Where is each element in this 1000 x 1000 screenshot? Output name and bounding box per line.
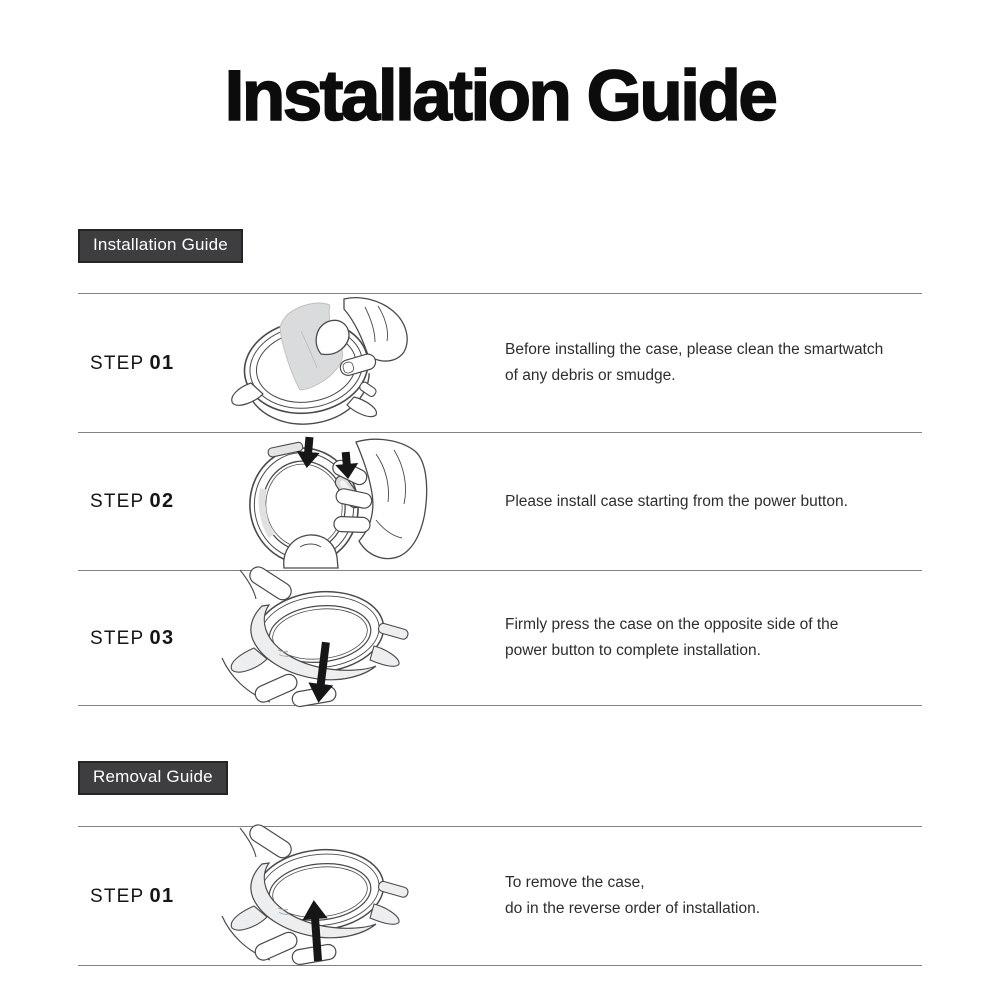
step-number: 01 xyxy=(149,351,175,374)
step-word: STEP xyxy=(90,885,145,907)
section-badge-removal: Removal Guide xyxy=(78,761,228,795)
step-description-line: do in the reverse order of installation. xyxy=(505,900,761,917)
page-title: Installation Guide xyxy=(224,57,776,136)
step-description xyxy=(505,612,838,664)
step-description-line: Firmly press the case on the opposite side of the xyxy=(505,616,839,633)
step-description-line: To remove the case, xyxy=(505,874,645,891)
section-badge-installation: Installation Guide xyxy=(78,229,243,263)
wipe-watch-illustration xyxy=(218,297,428,429)
step-description-line: Please install case starting from the power button. xyxy=(505,492,848,510)
install-case-from-power-button-illustration xyxy=(218,436,428,568)
step-word: STEP xyxy=(90,352,145,374)
step-description xyxy=(505,337,883,389)
watch-ring xyxy=(252,844,388,937)
step-number: 01 xyxy=(149,884,175,907)
remove-case-upward-illustration xyxy=(218,830,428,962)
case-lug-right xyxy=(370,904,399,924)
step-number: 02 xyxy=(149,490,175,512)
step-row xyxy=(78,433,922,571)
installation-steps-table xyxy=(78,293,922,706)
step-description-line: Before installing the case, please clean the smartwatch xyxy=(505,341,884,358)
case-lug-right xyxy=(370,646,399,666)
finger-top xyxy=(247,822,295,861)
step-description xyxy=(505,870,760,922)
watch-crown xyxy=(358,381,377,398)
step-description-line: power button to complete installation. xyxy=(505,642,761,659)
step-label xyxy=(78,352,218,375)
step-label xyxy=(78,885,218,908)
press-case-down-illustration xyxy=(218,572,428,704)
watch-lug-right xyxy=(347,397,376,417)
step-word: STEP xyxy=(90,491,145,512)
step-description-line: of any debris or smudge. xyxy=(505,367,676,384)
step-row xyxy=(78,571,922,706)
step-number: 03 xyxy=(149,626,175,649)
step-word: STEP xyxy=(90,627,145,649)
step-row xyxy=(78,827,922,966)
removal-steps-table xyxy=(78,826,922,966)
step-description xyxy=(505,489,848,515)
step-label xyxy=(78,490,218,513)
step-row xyxy=(78,294,922,433)
step-label xyxy=(78,627,218,650)
